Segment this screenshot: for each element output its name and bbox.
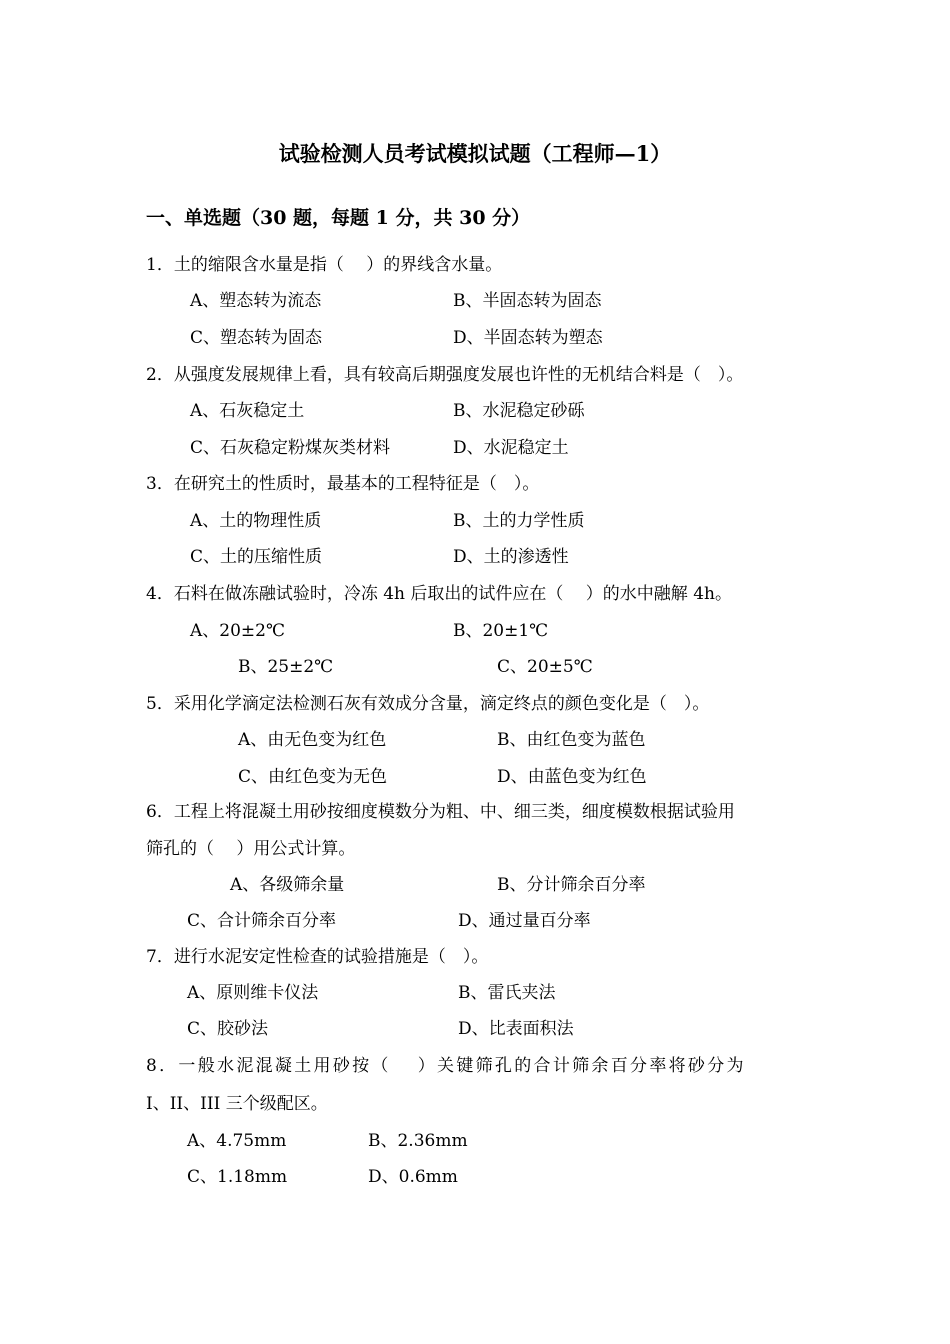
question-1-stem: 1．土的缩限含水量是指（ ）的界线含水量。 <box>146 255 503 275</box>
question-6-option-b: B、分计筛余百分率 <box>497 875 646 895</box>
question-6-stem-line-1: 6．工程上将混凝土用砂按细度模数分为粗、中、细三类，细度模数根据试验用 <box>146 802 735 822</box>
question-8-option-b: B、2.36mm <box>368 1131 468 1151</box>
question-4-option-a: A、20±2℃ <box>190 621 285 641</box>
section-heading: 一、单选题（30 题，每题 1 分，共 30 分） <box>146 207 531 229</box>
question-3-option-d: D、土的渗透性 <box>453 547 569 567</box>
question-3-option-b: B、土的力学性质 <box>453 511 585 531</box>
question-7-option-c: C、胶砂法 <box>187 1019 269 1039</box>
question-1-option-a: A、塑态转为流态 <box>190 291 322 311</box>
question-5-option-b: B、由红色变为蓝色 <box>497 730 646 750</box>
question-7-option-a: A、原则维卡仪法 <box>187 983 319 1003</box>
question-5-stem: 5．采用化学滴定法检测石灰有效成分含量，滴定终点的颜色变化是（ ）。 <box>146 694 710 714</box>
question-6-stem-line-2: 筛孔的（ ）用公式计算。 <box>146 839 356 859</box>
question-7-option-d: D、比表面积法 <box>458 1019 574 1039</box>
question-8-stem-line-2: I、II、III 三个级配区。 <box>146 1094 328 1114</box>
question-3-stem: 3．在研究土的性质时，最基本的工程特征是（ ）。 <box>146 474 540 494</box>
question-8-option-c: C、1.18mm <box>187 1167 288 1187</box>
question-2-stem: 2．从强度发展规律上看，具有较高后期强度发展也许性的无机结合料是（ ）。 <box>146 365 744 385</box>
question-2-option-a: A、石灰稳定土 <box>190 401 305 421</box>
question-4-option-d: C、20±5℃ <box>497 657 593 677</box>
question-8-stem-line-1: 8．一般水泥混凝土用砂按（ ）关键筛孔的合计筛余百分率将砂分为 <box>146 1056 746 1076</box>
question-4-option-b: B、20±1℃ <box>453 621 549 641</box>
question-7-stem: 7．进行水泥安定性检查的试验措施是（ ）。 <box>146 947 489 967</box>
question-6-option-c: C、合计筛余百分率 <box>187 911 337 931</box>
question-1-option-d: D、半固态转为塑态 <box>453 328 603 348</box>
document-title: 试验检测人员考试模拟试题（工程师—1） <box>278 141 672 166</box>
question-6-option-a: A、各级筛余量 <box>230 875 345 895</box>
question-8-option-a: A、4.75mm <box>187 1131 287 1151</box>
question-8-option-d: D、0.6mm <box>368 1167 458 1187</box>
question-4-option-c: B、25±2℃ <box>238 657 334 677</box>
question-5-option-d: D、由蓝色变为红色 <box>497 767 647 787</box>
question-1-option-b: B、半固态转为固态 <box>453 291 602 311</box>
question-3-option-a: A、土的物理性质 <box>190 511 322 531</box>
question-2-option-c: C、石灰稳定粉煤灰类材料 <box>190 438 391 458</box>
question-5-option-c: C、由红色变为无色 <box>238 767 388 787</box>
question-3-option-c: C、土的压缩性质 <box>190 547 323 567</box>
question-5-option-a: A、由无色变为红色 <box>238 730 387 750</box>
question-7-option-b: B、雷氏夹法 <box>458 983 556 1003</box>
question-4-stem: 4．石料在做冻融试验时，冷冻 4h 后取出的试件应在（ ）的水中融解 4h。 <box>146 584 732 604</box>
question-6-option-d: D、通过量百分率 <box>458 911 591 931</box>
question-2-option-d: D、水泥稳定土 <box>453 438 569 458</box>
question-2-option-b: B、水泥稳定砂砾 <box>453 401 585 421</box>
question-1-option-c: C、塑态转为固态 <box>190 328 323 348</box>
